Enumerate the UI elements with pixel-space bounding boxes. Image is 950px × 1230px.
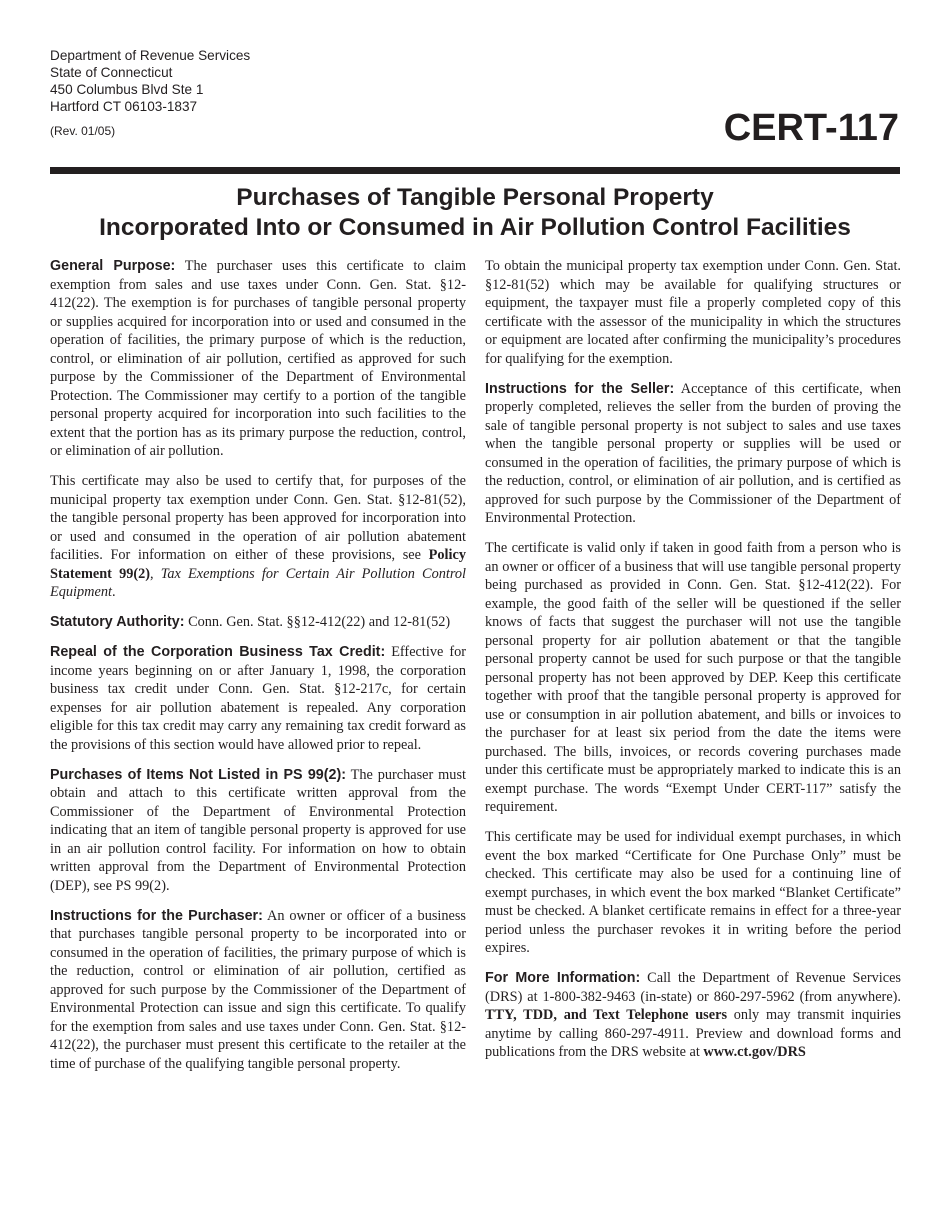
statutory-authority-heading: Statutory Authority: (50, 614, 185, 630)
tty-users-text: TTY, TDD, and Text Telephone users (485, 1007, 728, 1023)
left-column (50, 257, 466, 1085)
agency-line: State of Connecticut (50, 65, 173, 80)
policy-statement-title: Tax Exemptions for Certain Air Pollution Control Equipment (50, 565, 466, 600)
repeal-section (50, 643, 466, 754)
purchaser-instructions-text: An owner or officer of a business that purchases tangible personal property to be incorporated into or consumed in the operation of facilities, the primary purpose of which is the reduction, control or elimination of air pollution, certified as approved for such purpose by the Commissioner of the Department of Environmental Protection can issue and sign this certificate. To qualify for the exemption from sales and use taxes under Conn. Gen. Stat. §12-412(22), the purchaser must present this certificate to the retailer at the time of purchase of the qualifying tangible personal property. (50, 907, 466, 1072)
seller-instructions-text: Acceptance of this certificate, when properly completed, relieves the seller from the burden of proving the sale of tangible personal property is not subject to sales and use taxes when the tangible personal property or supplies will be used or consumed in the operation of facilities, the primary purpose of which is the reduction, control, or elimination of air pollution, and is certified as approved for such purpose by the Commissioner of the Department of Environmental Protection. (485, 380, 901, 526)
not-listed-heading: Purchases of Items Not Listed in PS 99(2): (50, 766, 346, 783)
general-purpose-heading: General Purpose: (50, 258, 176, 274)
seller-instructions-heading: Instructions for the Seller: (485, 380, 675, 397)
good-faith-section (485, 539, 901, 817)
general-purpose-section (50, 257, 466, 461)
purchaser-instructions-heading: Instructions for the Purchaser: (50, 907, 263, 924)
revision-date: (Rev. 01/05) (50, 124, 116, 138)
repeal-text: Effective for income years beginning on or after January 1, 1998, the corporation business tax credit under Conn. Gen. Stat. §12-217c, for certain expenses for air pollution abatement is repealed. Any corporation eligible for this tax credit may carry any remaining tax credit forward as the provisions of this section would have allowed prior to repeal. (50, 644, 466, 753)
property-tax-comma: , (150, 565, 161, 582)
header-divider (50, 167, 900, 174)
not-listed-text: The purchaser must obtain and attach to this certificate written approval from the Commissioner of the Department of Environmental Protection indicating that an item of tangible personal property is approved for use in an air pollution control facility. For information on how to obtain written approval from the Department of Environmental Protection (DEP), see PS 99(2). (50, 766, 466, 894)
municipal-exemption-section (485, 257, 901, 368)
purchaser-instructions-section (50, 907, 466, 1074)
property-tax-text: This certificate may also be used to certify that, for purposes of the municipal property tax exemption under Conn. Gen. Stat. §12-81(52), the tangible personal property has been approved for incorporation into or used and consumed in the operation of air pollution abatement facilities. For information on either of these provisions, see (50, 473, 466, 563)
more-information-text: Call the Department of Revenue Services (DRS) at 1-800-382-9463 (in-state) or 860-297-5962 (from anywhere). (485, 970, 901, 1005)
blanket-certificate-section (485, 828, 901, 958)
agency-line: Department of Revenue Services (50, 48, 251, 63)
municipal-exemption-text: To obtain the municipal property tax exemption under Conn. Gen. Stat. §12-81(52) which may be available for qualifying structures or equipment, the taxpayer must file a properly completed copy of this certificate with the assessor of the municipality in which the structures or equipment are located after confirming the municipality’s procedures for qualifying for the exemption. (485, 258, 901, 367)
drs-website-link[interactable]: www.ct.gov/DRS (703, 1044, 806, 1060)
policy-statement-ref: Policy Statement 99(2) (50, 547, 466, 582)
right-column (485, 257, 901, 1073)
form-number: CERT-117 (723, 107, 899, 149)
more-information-section (485, 969, 901, 1062)
property-tax-section (50, 472, 466, 602)
repeal-heading: Repeal of the Corporation Business Tax Credit: (50, 644, 386, 660)
more-information-heading: For More Information: (485, 970, 641, 986)
good-faith-text: The certificate is valid only if taken in good faith from a person who is an owner or officer of a business that will use tangible personal property being purchased as provided in Conn. Gen. Stat. §12-412(22). For example, the good faith of the seller will be questioned if the seller knows of facts that suggest the purchaser will not use the tangible personal property for air pollution abatement or that the tangible personal property cannot be used for such purpose or that the tangible personal property has not been approved by DEP. Keep this certificate together with proof that the tangible personal property is approved for use or consumption in air pollution abatement, and bills or invoices to the purchaser for at least six period from the date the items were purchased. The bills, invoices, or records covering purchases made under this certificate must be appropriately marked to indicate this is an exempt purchase. The words “Exempt Under CERT-117” satisfy the requirement. (485, 540, 901, 815)
seller-instructions-section (485, 380, 901, 528)
title-line-2: Incorporated Into or Consumed in Air Pollution Control Facilities (99, 214, 851, 241)
agency-address (50, 47, 250, 115)
not-listed-section (50, 766, 466, 896)
statutory-authority-text: Conn. Gen. Stat. §§12-412(22) and 12-81(52) (184, 614, 451, 630)
property-tax-end: . (111, 584, 116, 600)
agency-line: Hartford CT 06103-1837 (50, 99, 198, 114)
page-title (50, 183, 900, 243)
title-line-1: Purchases of Tangible Personal Property (236, 184, 714, 211)
more-information-text-2: only may transmit inquiries anytime by calling 860-297-4911. Preview and download forms and publications from the DRS website at (485, 1007, 901, 1060)
general-purpose-text: The purchaser uses this certificate to claim exemption from sales and use taxes under Conn. Gen. Stat. §12-412(22). The exemption is for purchases of tangible personal property or supplies acquired for incorporation into or used and consumed in the operation of facilities, the primary purpose of which is the reduction, control, or elimination of air pollution, certified as approved for such purpose by the Commissioner of the Department of Environmental Protection. The Commissioner may certify to a portion of the tangible personal property acquired for incorporation into such facilities to the extent that the portion has as its primary purpose the reduction, control, or elimination of air pollution. (50, 258, 466, 459)
statutory-authority-section (50, 613, 466, 632)
agency-line: 450 Columbus Blvd Ste 1 (50, 82, 204, 97)
blanket-certificate-text: This certificate may be used for individual exempt purchases, in which event the box marked “Certificate for One Purchase Only” must be checked. This certificate may also be used for a continuing line of exempt purchases, in which event the box marked “Blanket Certificate” must be checked. A blanket certificate remains in effect for a three-year period unless the purchaser revokes it in writing before the period expires. (485, 829, 901, 956)
